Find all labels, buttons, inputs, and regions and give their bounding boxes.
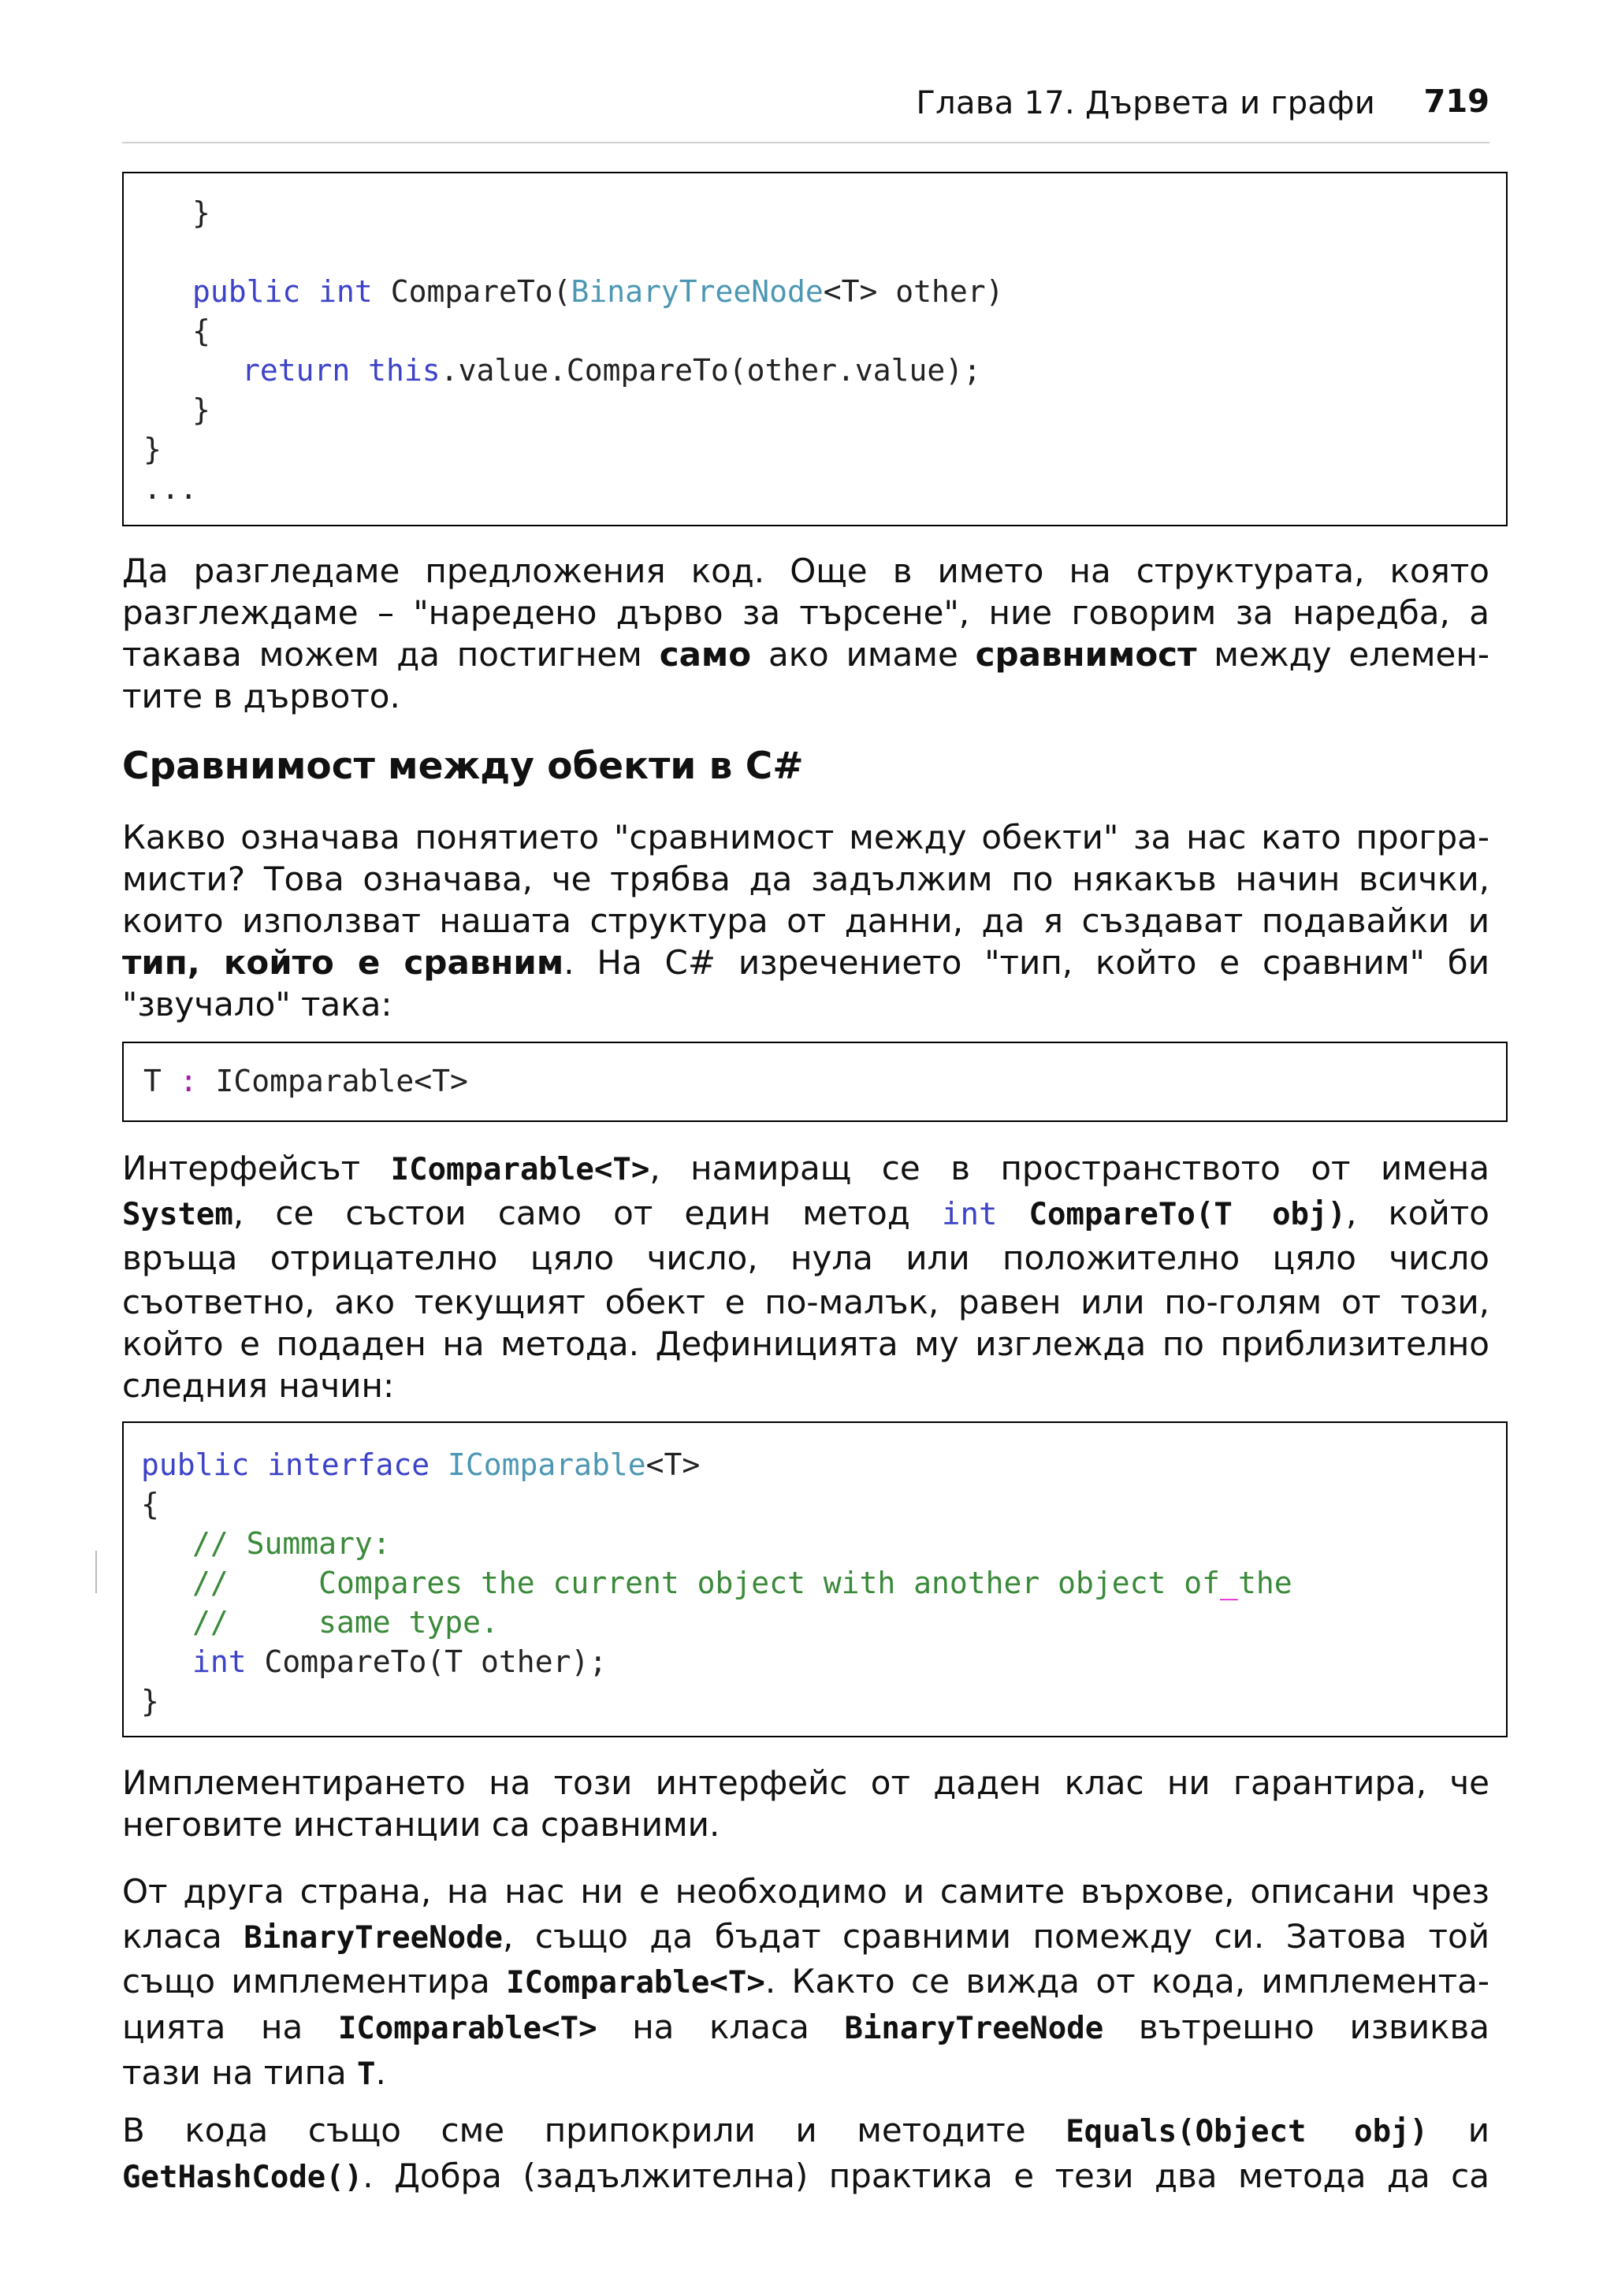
text-line: съответно, ако текущият обект е по-малък, равен или по-голям от този, xyxy=(122,1283,1489,1321)
bold-text: само xyxy=(659,635,752,674)
text: , който xyxy=(1345,1194,1489,1232)
code-text: .value.CompareTo(other.value); xyxy=(440,353,982,388)
code-keyword: this xyxy=(368,353,441,388)
comment-text: // Compares the current object with another object of xyxy=(192,1566,1221,1600)
text: вътрешно извиква xyxy=(1103,2008,1489,2046)
inline-code: Equals(Object obj) xyxy=(1065,2114,1429,2149)
comment-text: the xyxy=(1237,1566,1292,1600)
text: , се състои само от един метод xyxy=(232,1194,942,1232)
inline-keyword: int xyxy=(941,1197,998,1232)
text: цията на xyxy=(122,2008,338,2046)
comment-underscore: _ xyxy=(1220,1566,1238,1600)
text-line: Да разгледаме предложения код. Още в името на структурата, която xyxy=(122,552,1489,590)
page-header xyxy=(122,79,1489,143)
text-line xyxy=(122,2004,1489,2050)
inline-code: BinaryTreeNode xyxy=(844,2011,1104,2046)
bold-text: сравнимост xyxy=(975,635,1197,674)
code-comment xyxy=(192,1563,1292,1603)
text-line: връща отрицателно цяло число, нула или положително цяло число xyxy=(122,1239,1489,1277)
text: на класа xyxy=(597,2008,845,2046)
code-keyword: public xyxy=(192,274,301,309)
text-line: тите в дървото. xyxy=(122,677,400,715)
code-comment: // Summary: xyxy=(192,1526,391,1561)
code-type: BinaryTreeNode xyxy=(571,274,824,309)
page-number: 719 xyxy=(1423,84,1489,120)
code-line xyxy=(242,351,981,390)
code-text: T xyxy=(143,1064,180,1098)
code-keyword: int xyxy=(192,1644,247,1679)
paragraph-equals-hashcode xyxy=(122,2108,1489,2199)
text: . На C# изречението "тип, който е сравним" би xyxy=(563,943,1490,982)
inline-code: CompareTo(T obj) xyxy=(1028,1197,1346,1232)
code-type: IComparable xyxy=(447,1447,646,1482)
text: . xyxy=(375,2053,386,2092)
inline-code: BinaryTreeNode xyxy=(244,1920,504,1956)
paragraph-implementation xyxy=(122,1762,1489,1845)
code-block-constraint xyxy=(122,1042,1508,1122)
code-line: ... xyxy=(143,471,198,506)
code-text: IComparable<T> xyxy=(197,1064,468,1098)
text: В кода също сме припокрили и методите xyxy=(122,2111,1066,2149)
code-text: <T> other) xyxy=(823,274,1004,309)
text-line: разглеждаме – "наредено дърво за търсене", ние говорим за наредба, а xyxy=(122,593,1489,632)
text: тази на типа xyxy=(122,2053,358,2092)
inline-code: GetHashCode() xyxy=(122,2160,363,2195)
paragraph-comparability xyxy=(122,816,1489,1025)
bold-text: тип, който е сравним xyxy=(122,943,564,982)
text: такава можем да постигнем xyxy=(122,635,660,674)
inline-code: IComparable<T> xyxy=(337,2011,597,2046)
margin-mark xyxy=(95,1551,97,1593)
text: , също да бъдат сравними помежду си. Затова той xyxy=(503,1917,1489,1956)
inline-code: IComparable<T> xyxy=(506,1965,765,2001)
code-line: { xyxy=(141,1487,159,1521)
paragraph-intro xyxy=(122,550,1489,717)
text-line xyxy=(122,1191,1489,1236)
text-line: неговите инстанции са сравними. xyxy=(122,1805,720,1844)
code-line xyxy=(192,1642,607,1681)
text-line: следния начин: xyxy=(122,1366,395,1405)
code-line xyxy=(192,272,1004,311)
inline-code: IComparable<T> xyxy=(390,1152,650,1187)
code-line: } xyxy=(192,392,210,427)
text-line: който е подаден на метода. Дефиницията му изглежда по приблизително xyxy=(122,1324,1489,1363)
text: и xyxy=(1428,2111,1489,2149)
code-keyword: interface xyxy=(267,1447,430,1482)
code-text: CompareTo( xyxy=(372,274,571,309)
code-text: <T> xyxy=(645,1447,701,1482)
chapter-title: Глава 17. Дървета и графи xyxy=(916,85,1375,121)
text-line: мисти? Това означава, че трябва да задължим по някакъв начин всички, xyxy=(122,860,1489,898)
code-line: { xyxy=(192,314,210,348)
text: между елемен- xyxy=(1196,635,1489,674)
code-line xyxy=(141,1445,700,1484)
text: също имплементира xyxy=(122,1962,507,2001)
text: Интерфейсът xyxy=(122,1149,391,1187)
text-line xyxy=(122,2153,1489,2199)
code-line: } xyxy=(141,1684,159,1718)
text: . Добра (задължителна) практика е тези два метода да са xyxy=(363,2157,1489,2195)
code-comment: // same type. xyxy=(192,1605,499,1640)
code-text: CompareTo(T other); xyxy=(246,1644,608,1679)
text-line: Имплементирането на този интерфейс от даден клас ни гарантира, че xyxy=(122,1763,1489,1802)
code-line: } xyxy=(192,195,210,230)
paragraph-icomparable xyxy=(122,1146,1489,1406)
code-keyword: public xyxy=(141,1447,250,1482)
text-line xyxy=(122,1914,1489,1959)
text-line: Какво означава понятието "сравнимост между обекти" за нас като програ- xyxy=(122,818,1489,856)
section-heading: Сравнимост между обекти в C# xyxy=(122,745,804,788)
text-line xyxy=(122,942,1489,983)
text: . Както се вижда от кода, имплемента- xyxy=(764,1962,1489,2001)
code-keyword: int xyxy=(318,274,373,309)
text: класа xyxy=(122,1917,244,1956)
paragraph-nodes xyxy=(122,1869,1489,2095)
code-block-interface xyxy=(122,1421,1508,1737)
text-line xyxy=(122,1146,1489,1191)
text xyxy=(997,1194,1028,1232)
text-line: От друга страна, на нас ни е необходимо и самите върхове, описани чрез xyxy=(122,1872,1489,1911)
text: , намиращ се в пространството от имена xyxy=(649,1149,1489,1187)
text-line xyxy=(122,1959,1489,2004)
text-line: които използват нашата структура от данни, да я създават подавайки и xyxy=(122,901,1489,940)
text-line xyxy=(122,2050,1489,2095)
text-line xyxy=(122,2108,1489,2153)
text-line xyxy=(122,633,1489,675)
inline-code: T xyxy=(357,2056,376,2092)
code-line: } xyxy=(143,432,162,466)
code-line xyxy=(143,1061,468,1101)
code-keyword: return xyxy=(242,353,351,388)
code-block-compareto xyxy=(122,172,1508,526)
text-line: "звучало" така: xyxy=(122,985,392,1024)
inline-code: System xyxy=(122,1197,233,1232)
text: ако имаме xyxy=(751,635,976,674)
code-punctuation: : xyxy=(179,1064,198,1098)
